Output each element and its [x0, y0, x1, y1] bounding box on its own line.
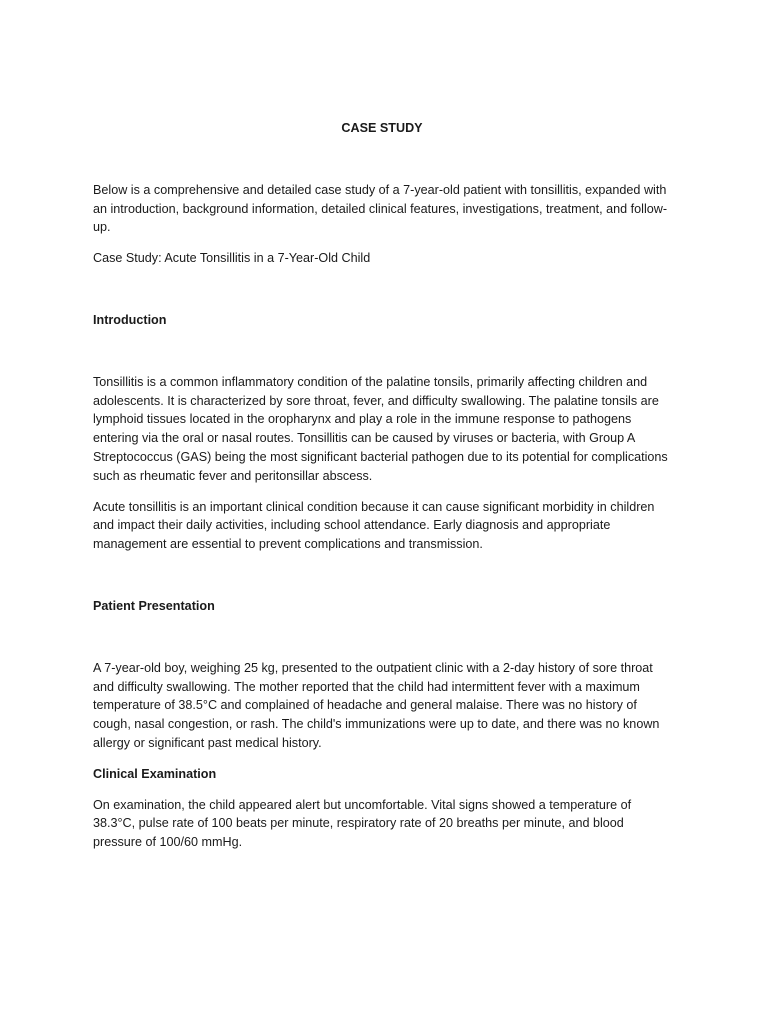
introduction-paragraph-1: Tonsillitis is a common inflammatory condition of the palatine tonsils, primarily affecting children and adolescents. It is characterized by sore throat, fever, and difficulty swallowing. The palatine tonsils are lymphoid tissues located in the oropharynx and play a role in the immune response to pathogens entering via the oral or nasal routes. Tonsillitis can be caused by viruses or bacteria, with Group A Streptococcus (GAS) being the most significant bacterial pathogen due to its potential for complications such as rheumatic fever and peritonsillar abscess. — [93, 374, 668, 483]
clinical-examination-paragraph: On examination, the child appeared alert but uncomfortable. Vital signs showed a temperature of 38.3°C, pulse rate of 100 beats per minute, respiratory rate of 20 breaths per minute, and blood pressure of 100/60 mmHg. — [93, 797, 632, 850]
patient-presentation-paragraph: A 7-year-old boy, weighing 25 kg, presented to the outpatient clinic with a 2-day history of sore throat and difficulty swallowing. The mother reported that the child had intermittent fever with a maximum temperature of 38.5°C and complained of headache and general malaise. There was no history of cough, nasal congestion, or rash. The child's immunizations were up to date, and there was no known allergy or significant past medical history. — [93, 660, 660, 750]
document-body — [93, 119, 671, 852]
introduction-paragraph-2: Acute tonsillitis is an important clinical condition because it can cause significant morbidity in children and impact their daily activities, including school attendance. Early diagnosis and appropriate management are essential to prevent complications and transmission. — [93, 499, 655, 552]
patient-presentation-heading: Patient Presentation — [93, 598, 215, 613]
introduction-heading: Introduction — [93, 312, 167, 327]
intro-paragraph: Below is a comprehensive and detailed case study of a 7-year-old patient with tonsillitis, expanded with an introduction, background information, detailed clinical features, investigations, treatment, and follow-up. — [93, 182, 668, 235]
clinical-examination-heading: Clinical Examination — [93, 766, 217, 781]
case-title: Case Study: Acute Tonsillitis in a 7-Year-Old Child — [93, 251, 371, 266]
document-title: CASE STUDY — [341, 121, 423, 135]
